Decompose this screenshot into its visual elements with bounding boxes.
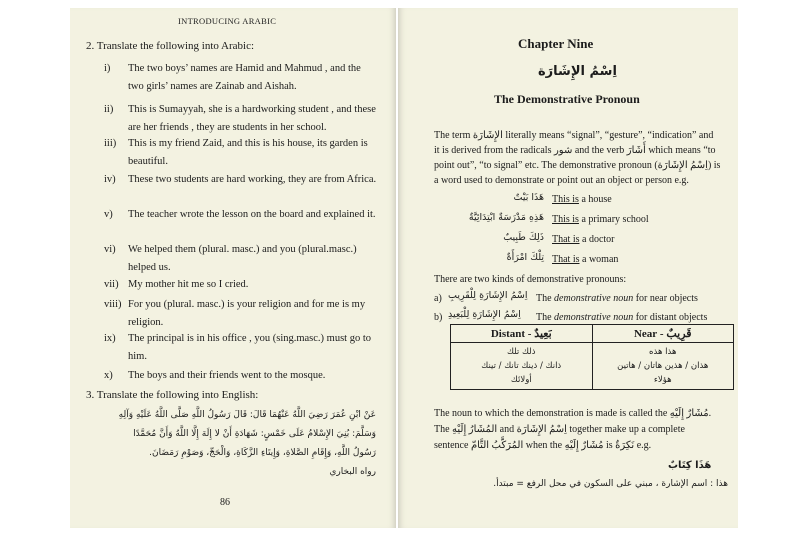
example-english: That is a doctor: [552, 234, 615, 245]
list-item: iv) These two students are hard working, they are from Africa.: [104, 174, 377, 185]
hadith-line: وَسَلَّمَ: بُنِيَ الإِسْلامُ عَلَى خَمْسٍ: شَهَادَةِ أَنْ لا إِلَهَ إِلَّا اللَّهُ وَأَنَّ مُحَمَّدًا: [133, 429, 376, 439]
near-cell: هذا هذه هذان / هذين هاتان / هاتين هؤلاء: [592, 343, 734, 390]
kind-a-arabic: اِسْمُ الإِشَارَةِ لِلْقَرِيبِ: [448, 290, 528, 301]
list-item: vi) We helped them (plural. masc.) and you (plural.masc.) helped us.: [104, 244, 357, 273]
hadith-source: رواه البخاري: [329, 467, 376, 477]
kind-a-label: a): [434, 293, 442, 304]
section-title: The Demonstrative Pronoun: [494, 92, 640, 106]
noun-line: sentence المُرَكَّبُ التَّامّ when the مُشَارٌ إِلَيْهِ is نَكِرَةٌ e.g.: [434, 440, 652, 451]
noun-line: The noun to which the demonstration is made is called the مُشَارٌ إِلَيْهِ.: [434, 408, 712, 419]
intro-line: The term الإِشَارَة literally means “signal”, “gesture”, “indication” and: [434, 130, 714, 141]
intro-line: point out”, “to signal” etc. The demonstrative pronoun (اِسْمُ الإِشَارَة) is: [434, 160, 721, 171]
kind-b-english: The demonstrative noun for distant objects: [536, 312, 708, 323]
example-arabic: هَذَا بَيْتٌ: [513, 192, 544, 203]
list-item: iii) This is my friend Zaid, and this is his house, its garden is beautiful.: [104, 138, 368, 167]
chapter-arabic-title: اِسْمُ الإِشَارَة: [538, 64, 617, 79]
example-sentence: هَذَا كِتَابٌ: [668, 460, 712, 471]
right-page: [398, 8, 738, 528]
list-item: ii) This is Sumayyah, she is a hardworking student , and these are her friends , they are students in her school.: [104, 104, 376, 133]
kinds-intro: There are two kinds of demonstrative pronouns:: [434, 274, 627, 285]
kind-b-label: b): [434, 312, 443, 323]
hadith-line: عَنْ ابْنِ عُمَرَ رَضِيَ اللَّهُ عَنْهُمَا قَالَ: قَالَ رَسُولُ اللَّهِ صَلَّى اللَّهُ عَلَيْهِ وَآلِهِ: [118, 410, 376, 420]
chapter-title: Chapter Nine: [518, 36, 594, 51]
example-arabic: تِلْكَ امْرَأَةٌ: [506, 252, 544, 263]
question-2-title: 2. Translate the following into Arabic:: [86, 40, 255, 52]
list-item: x) The boys and their friends went to the mosque.: [104, 370, 326, 381]
list-item: v) The teacher wrote the lesson on the board and explained it.: [104, 209, 376, 220]
intro-line: it is derived from the radicals شور and the verb أَشَارَ which means “to: [434, 145, 716, 156]
list-item: vii) My mother hit me so I cried.: [104, 279, 249, 290]
kind-a-english: The demonstrative noun for near objects: [536, 293, 698, 304]
intro-line: a word used to demonstrate or point out an object or person e.g.: [434, 175, 689, 186]
hadith-line: رَسُولُ اللَّهِ، وَإِقَامِ الصَّلاةِ، وَإِيتَاءِ الزَّكَاةِ، وَالْحَجِّ، وَصَوْمِ رَمَضَانَ.: [149, 448, 376, 458]
irab-line: هذا : اسم الإشارة ، مبني على السكون في محل الرفع = مبتدأ.: [493, 479, 728, 489]
example-arabic: ذَلِكَ طَبِيبٌ: [503, 232, 544, 243]
page-number: 86: [220, 497, 230, 508]
example-english: This is a primary school: [552, 214, 649, 225]
list-item: viii) For you (plural. masc.) is your religion and for me is my religion.: [104, 299, 366, 328]
example-english: This is a house: [552, 194, 612, 205]
distant-cell: ذلك تلك ذانك / ذينك تانك / تينك أولائك: [451, 343, 593, 390]
demonstrative-table: [450, 324, 734, 390]
list-item: i) The two boys’ names are Hamid and Mahmud , and the two girls’ names are Zainab and Aishah.: [104, 63, 361, 92]
near-header: قَرِيبٌ - Near: [592, 325, 734, 343]
example-arabic: هَذِهِ مَدْرَسَةٌ ابْتِدَائِيَّةٌ: [468, 212, 544, 223]
example-english: That is a woman: [552, 254, 619, 265]
running-header: INTRODUCING ARABIC: [178, 16, 277, 26]
question-3-title: 3. Translate the following into English:: [86, 389, 259, 401]
kind-b-arabic: اِسْمُ الإِشَارَةِ لِلْبَعِيدِ: [448, 309, 521, 320]
distant-header: بَعِيدٌ - Distant: [451, 325, 593, 343]
list-item: ix) The principal is in his office , you (sing.masc.) must go to him.: [104, 333, 372, 362]
left-page: [70, 8, 396, 528]
noun-line: The المُشَارُ إِلَيْهِ and اِسْمُ الإِشَارَة together make up a complete: [434, 424, 685, 435]
